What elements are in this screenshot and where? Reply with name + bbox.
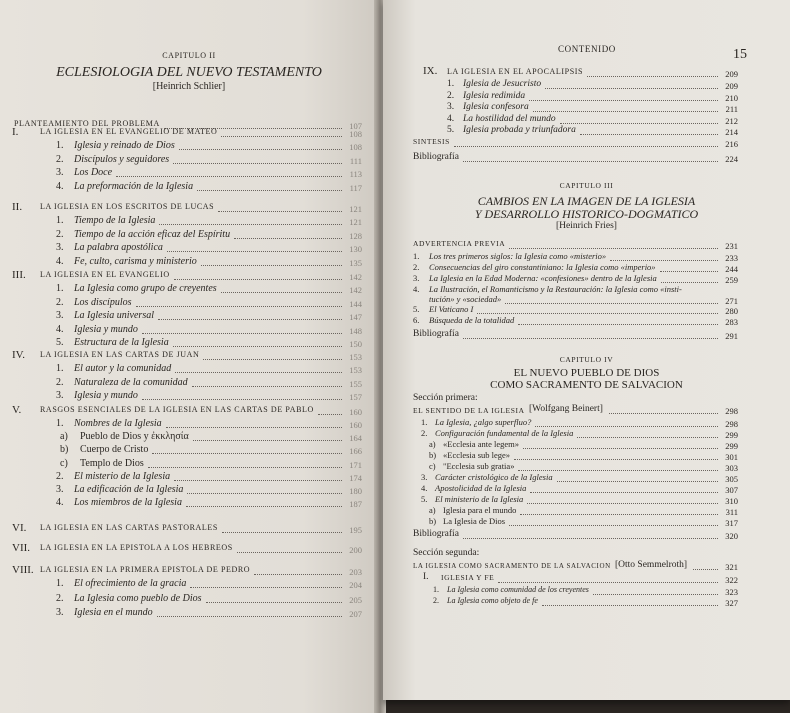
leader-dots (463, 538, 718, 539)
toc-item: Pueblo de Dios y ἐκκλησία (80, 431, 189, 443)
page-number: 305 (725, 474, 738, 484)
toc-item: Iglesia y mundo (74, 323, 138, 335)
item-number: 2. (433, 596, 439, 605)
section-heading: LA IGLESIA EN LAS CARTAS DE JUAN (40, 350, 200, 359)
toc-item: La Iglesia como comunidad de los creyentes (447, 585, 589, 594)
leader-dots (136, 306, 342, 307)
leader-dots (514, 459, 718, 460)
leader-dots (463, 338, 718, 339)
page-number: 271 (725, 296, 738, 306)
toc-item: Fe, culto, carisma y ministerio (74, 255, 197, 267)
leader-dots (587, 76, 718, 77)
page-number: 157 (349, 392, 362, 402)
page-number: 174 (349, 472, 362, 483)
item-number: 1. (56, 140, 64, 151)
item-number: 2. (56, 228, 64, 240)
item-number: 5. (421, 494, 428, 504)
item-number: 2. (56, 296, 64, 308)
item-number: 3. (56, 484, 64, 495)
leader-dots (175, 372, 342, 373)
leader-dots (179, 149, 342, 150)
page-number: 321 (725, 562, 738, 572)
page-number: 108 (349, 129, 362, 139)
page-number: 283 (725, 317, 738, 327)
leader-dots (187, 493, 342, 494)
item-number: 5. (413, 304, 420, 314)
leader-dots (167, 251, 342, 252)
page-number: 310 (725, 496, 738, 506)
toc-item: Iglesia para el mundo (443, 505, 517, 515)
page-number: 211 (725, 104, 738, 114)
section-heading: LA IGLESIA EN EL EVANGELIO (40, 270, 170, 279)
page-number: 204 (349, 580, 362, 590)
toc-item: Iglesia y mundo (74, 390, 138, 401)
toc-item: «Ecclesia ante legem» (443, 439, 519, 449)
page-number: 298 (725, 406, 738, 416)
page-number: 299 (725, 441, 738, 451)
leader-dots (518, 324, 718, 325)
toc-item: El ofrecimiento de la gracia (74, 578, 187, 589)
page-number: 307 (725, 485, 738, 495)
leader-dots (509, 525, 718, 526)
leader-dots (498, 582, 718, 583)
section-heading: LA IGLESIA EN EL EVANGELIO DE MATEO (40, 127, 218, 136)
item-number: 3. (413, 273, 420, 283)
section-number: I. (423, 572, 429, 582)
leader-dots (530, 492, 718, 493)
toc-item: Los Doce (74, 167, 113, 178)
page-number: 108 (349, 142, 362, 152)
leader-dots (593, 594, 718, 595)
section-number: IV. (12, 349, 25, 361)
toc-item: El misterio de la Iglesia (74, 470, 171, 482)
page-number: 303 (725, 463, 738, 473)
section-heading: LA IGLESIA EN EL APOCALIPSIS (447, 67, 584, 76)
page-number: 117 (349, 182, 362, 193)
leader-dots (152, 453, 342, 454)
leader-dots (222, 532, 342, 533)
section-heading: LA IGLESIA EN LA EPISTOLA A LOS HEBREOS (40, 543, 233, 552)
section-number: II. (12, 201, 23, 213)
item-number: 3. (56, 390, 64, 401)
toc-item: La Iglesia de Dios (443, 516, 506, 526)
toc-item: Tiempo de la Iglesia (74, 215, 156, 226)
page-number: 148 (349, 325, 362, 336)
bibliography-entry: Bibliografía (413, 329, 459, 339)
section-number: VII. (12, 542, 31, 554)
page-number: 224 (725, 154, 738, 164)
item-number: 4. (56, 180, 64, 192)
toc-item: Naturaleza de la comunidad (74, 376, 188, 388)
page-number: 214 (725, 127, 738, 137)
leader-dots (557, 481, 718, 482)
section-heading: IGLESIA Y FE (441, 573, 495, 582)
toc-item: El autor y la comunidad (74, 363, 172, 374)
page-number: 150 (349, 339, 362, 349)
leader-dots (174, 480, 342, 481)
leader-dots (577, 437, 718, 438)
item-number: b) (60, 444, 69, 456)
leader-dots (529, 100, 718, 101)
leader-dots (157, 616, 342, 617)
page-number: 200 (349, 545, 362, 555)
page-number: 317 (725, 518, 738, 528)
item-number: 3. (56, 607, 64, 618)
leader-dots (173, 346, 342, 347)
toc-item: Consecuencias del giro constantiniano: la Iglesia como «imperio» (429, 262, 656, 272)
leader-dots (218, 211, 342, 212)
page-number: 320 (725, 531, 738, 541)
item-number: c) (429, 461, 436, 471)
item-number: 1. (421, 417, 428, 427)
item-number: 1. (56, 215, 64, 226)
leader-dots (190, 587, 342, 588)
page-number: 299 (725, 430, 738, 440)
leader-dots (234, 238, 342, 239)
leader-dots (148, 467, 342, 468)
page-number: 111 (349, 155, 362, 166)
toc-item: La palabra apostólica (74, 242, 163, 253)
item-number: b) (429, 516, 437, 526)
page-number: 142 (349, 285, 362, 295)
section-number: I. (12, 126, 19, 138)
leader-dots (254, 574, 342, 575)
toc-item: Configuración fundamental de la Iglesia (435, 428, 574, 438)
section-heading: LA IGLESIA EN LOS ESCRITOS DE LUCAS (40, 202, 215, 211)
leader-dots (221, 292, 342, 293)
page-number: 205 (349, 594, 362, 605)
item-number: 2. (413, 262, 420, 272)
running-head: CONTENIDO (558, 44, 616, 54)
toc-item: Estructura de la Iglesia (74, 337, 169, 348)
section-heading: SINTESIS (413, 137, 450, 146)
leader-dots (192, 386, 342, 387)
right-page (383, 0, 790, 700)
leader-dots (693, 569, 718, 570)
toc-item: El ministerio de la Iglesia (435, 494, 524, 504)
leader-dots (477, 313, 718, 314)
item-number: 6. (413, 315, 420, 325)
toc-item: Tiempo de la acción eficaz del Espíritu (74, 228, 231, 240)
item-number: c) (60, 457, 68, 469)
left-page (0, 0, 378, 713)
section-author: [Wolfgang Beinert] (529, 404, 603, 414)
page-number: 233 (725, 253, 738, 263)
item-number: 1. (56, 283, 64, 294)
page-number: 113 (349, 169, 362, 179)
page-number: 327 (725, 598, 738, 608)
page-number: 323 (725, 587, 738, 597)
item-number: 1. (413, 251, 420, 261)
folio: 15 (733, 47, 747, 62)
section-heading: ADVERTENCIA PREVIA (413, 239, 506, 248)
page-number: 209 (725, 81, 738, 91)
leader-dots (158, 319, 342, 320)
leader-dots (660, 271, 718, 272)
leader-dots (186, 506, 342, 507)
page-number: 164 (349, 433, 362, 444)
item-number: 2. (56, 470, 64, 482)
page-number: 187 (349, 499, 362, 510)
chapter-title: EL NUEVO PUEBLO DE DIOS (513, 367, 660, 379)
page-number: 311 (725, 507, 738, 517)
item-number: 5. (447, 125, 455, 135)
item-number: 4. (56, 497, 64, 509)
leader-dots (535, 426, 718, 427)
chapter-title: COMO SACRAMENTO DE SALVACION (490, 379, 683, 391)
page-number: 153 (349, 365, 362, 375)
leader-dots (542, 605, 718, 606)
chapter-label: CAPITULO III (559, 181, 614, 190)
page-number: 121 (349, 217, 362, 227)
item-number: 1. (56, 363, 64, 374)
item-number: 2. (56, 153, 64, 165)
item-number: 1. (447, 79, 455, 89)
leader-dots (166, 427, 342, 428)
leader-dots (174, 279, 342, 280)
page-number: 209 (725, 69, 738, 79)
leader-dots (159, 224, 342, 225)
item-number: 1. (433, 585, 439, 594)
section-author: [Otto Semmelroth] (615, 560, 688, 570)
item-number: 4. (413, 284, 420, 294)
page-number: 121 (349, 204, 362, 214)
leader-dots (454, 146, 718, 147)
section-heading: EL SENTIDO DE LA IGLESIA (413, 406, 525, 415)
leader-dots (580, 134, 718, 135)
toc-item: Apostolicidad de la Iglesia (435, 483, 527, 493)
toc-item: Búsqueda de la totalidad (429, 315, 515, 325)
leader-dots (142, 399, 342, 400)
chapter-author: [Heinrich Fries] (556, 221, 617, 231)
item-number: a) (429, 505, 436, 515)
item-number: 2. (447, 90, 455, 101)
toc-item: La hostilidad del mundo (463, 113, 556, 124)
page-number: 142 (349, 272, 362, 282)
toc-item: El Vaticano I (429, 304, 474, 314)
toc-item: Iglesia en el mundo (74, 607, 153, 618)
toc-item: Carácter cristológico de la Iglesia (435, 472, 553, 482)
toc-item: La Iglesia como pueblo de Dios (74, 592, 202, 604)
leader-dots (463, 161, 718, 162)
page-number: 180 (349, 486, 362, 496)
toc-item: "Ecclesia sub gratia» (443, 461, 515, 471)
page-number: 153 (349, 352, 362, 362)
page-number: 144 (349, 298, 362, 309)
page-number: 298 (725, 419, 738, 429)
leader-dots (116, 176, 342, 177)
toc-item: La Iglesia universal (74, 310, 154, 321)
leader-dots (518, 470, 718, 471)
leader-dots (173, 163, 342, 164)
leader-dots (545, 88, 718, 89)
section-number: IX. (423, 65, 438, 77)
leader-dots (221, 136, 342, 137)
section-number: III. (12, 269, 26, 281)
page-number: 259 (725, 275, 738, 285)
toc-item: Nombres de la Iglesia (74, 418, 162, 429)
item-number: 3. (56, 242, 64, 253)
item-number: 3. (447, 102, 455, 112)
page-number: 155 (349, 378, 362, 389)
page-number: 216 (725, 139, 738, 149)
page-number: 301 (725, 452, 738, 462)
chapter-label: CAPITULO II (162, 51, 216, 60)
section-heading: RASGOS ESENCIALES DE LA IGLESIA EN LAS CARTAS DE PABLO (40, 405, 314, 414)
leader-dots (610, 260, 718, 261)
page-number: 291 (725, 331, 738, 341)
toc-item: La Iglesia como objeto de fe (447, 596, 538, 605)
toc-item: La Ilustración, el Romanticismo y la Restauración: la Iglesia como «insti- (429, 284, 682, 294)
page-number: 147 (349, 312, 362, 322)
page-number: 212 (725, 115, 738, 126)
section-heading: LA IGLESIA COMO SACRAMENTO DE LA SALVACION (413, 562, 611, 570)
item-number: 3. (56, 310, 64, 321)
page-number: 160 (349, 407, 362, 417)
page-number: 171 (349, 459, 362, 470)
item-number: 4. (56, 323, 64, 335)
page-number: 160 (349, 420, 362, 430)
page-number: 244 (725, 264, 738, 274)
page-number: 203 (349, 567, 362, 577)
item-number: 1. (56, 578, 64, 589)
toc-item: La edificación de la Iglesia (74, 484, 184, 495)
chapter-title: Y DESARROLLO HISTORICO-DOGMATICO (474, 207, 699, 221)
page-number: 322 (725, 575, 738, 585)
page-number: 231 (725, 241, 738, 251)
leader-dots (520, 514, 718, 515)
toc-item: tución» y «sociedad» (429, 294, 502, 304)
bibliography-entry: Bibliografía (413, 152, 459, 162)
page-number: 207 (349, 609, 362, 619)
leader-dots (318, 414, 342, 415)
toc-item: La preformación de la Iglesia (74, 180, 194, 192)
section-number: V. (12, 404, 22, 416)
page-number: 280 (725, 306, 738, 316)
item-number: 3. (56, 167, 64, 178)
leader-dots (206, 602, 342, 603)
page-number: 130 (349, 244, 362, 254)
page-number: 195 (349, 525, 362, 535)
chapter-author: [Heinrich Schlier] (152, 81, 226, 92)
leader-dots (142, 333, 342, 334)
toc-item: Discípulos y seguidores (74, 153, 170, 165)
item-number: 3. (421, 472, 428, 482)
item-number: 2. (421, 428, 428, 438)
section-number: VI. (12, 522, 27, 534)
section-heading: LA IGLESIA EN LA PRIMERA EPISTOLA DE PEDRO (40, 565, 251, 574)
leader-dots (523, 448, 718, 449)
item-number: 2. (56, 592, 64, 604)
toc-item: La Iglesia como grupo de creyentes (74, 283, 217, 294)
leader-dots (193, 440, 342, 441)
leader-dots (237, 552, 342, 553)
leader-dots (201, 265, 342, 266)
section-heading: LA IGLESIA EN LAS CARTAS PASTORALES (40, 523, 218, 532)
toc-item: Los discípulos (74, 296, 132, 308)
leader-dots (533, 111, 718, 112)
toc-item: Los tres primeros siglos: la Iglesia como «misterio» (429, 251, 607, 261)
item-number: 4. (421, 483, 428, 493)
page-number: 128 (349, 230, 362, 241)
toc-item: La Iglesia en la Edad Moderna: «confesiones» dentro de la Iglesia (429, 273, 657, 283)
section-heading: PLANTEAMIENTO DEL PROBLEMA (14, 119, 160, 128)
toc-item: Iglesia confesora (463, 102, 529, 112)
leader-dots (609, 413, 718, 414)
item-number: b) (429, 450, 437, 460)
item-number: 1. (56, 418, 64, 429)
toc-item: Los miembros de la Iglesia (74, 497, 182, 509)
item-number: a) (60, 431, 68, 443)
toc-item: La Iglesia, ¿algo superfluo? (435, 417, 532, 427)
toc-item: Iglesia de Jesucristo (463, 79, 542, 89)
toc-item: «Ecclesia sub lege» (443, 450, 511, 460)
item-number: 2. (56, 376, 64, 388)
toc-item: Templo de Dios (80, 457, 144, 469)
toc-item: Iglesia probada y triunfadora (463, 125, 576, 135)
section-label: Sección primera: (413, 393, 478, 403)
chapter-title: ECLESIOLOGIA DEL NUEVO TESTAMENTO (56, 65, 322, 80)
item-number: 4. (56, 255, 64, 267)
leader-dots (509, 248, 718, 249)
toc-item: Iglesia y reinado de Dios (74, 140, 175, 151)
bibliography-entry: Bibliografía (413, 529, 459, 539)
leader-dots (527, 503, 718, 504)
section-label: Sección segunda: (413, 548, 480, 558)
chapter-label: CAPITULO IV (559, 355, 614, 364)
leader-dots (203, 359, 342, 360)
leader-dots (197, 190, 342, 191)
toc-item: Cuerpo de Cristo (80, 444, 149, 456)
page-number: 210 (725, 92, 738, 103)
leader-dots (661, 282, 718, 283)
leader-dots (505, 303, 718, 304)
toc-item: Iglesia redimida (463, 90, 526, 101)
item-number: 5. (56, 337, 64, 348)
item-number: 4. (447, 113, 455, 124)
chapter-title: CAMBIOS EN LA IMAGEN DE LA IGLESIA (477, 194, 696, 208)
leader-dots (560, 123, 718, 124)
section-number: VIII. (12, 564, 34, 576)
page-number: 135 (349, 257, 362, 268)
page-number: 107 (349, 121, 362, 131)
item-number: a) (429, 439, 436, 449)
page-number: 166 (349, 446, 362, 457)
